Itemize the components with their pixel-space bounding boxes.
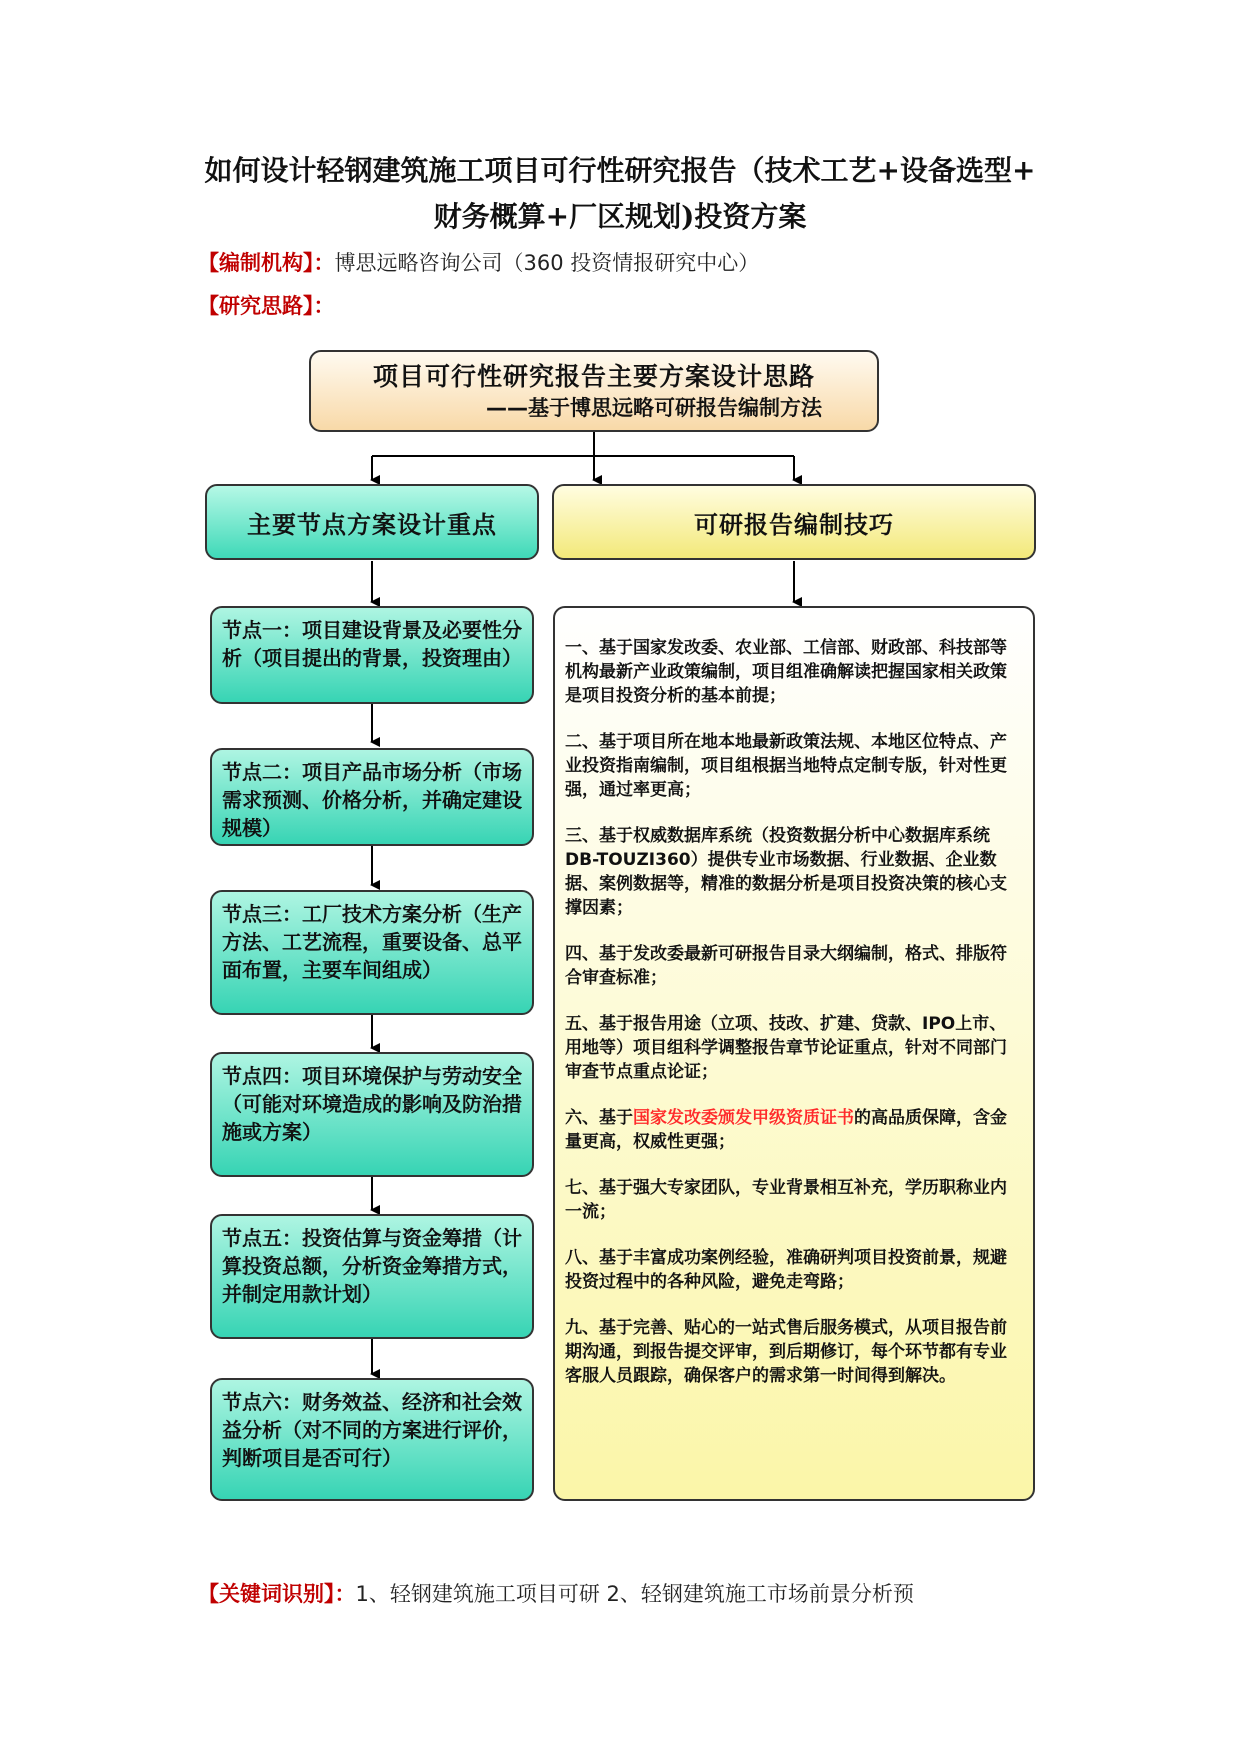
node-text: 节点三：工厂技术方案分析（生产方法、工艺流程，重要设备、总平面布置，主要车间组成） (222, 902, 522, 982)
left-header: 主要节点方案设计重点 (247, 510, 497, 539)
tip-5: 五、基于报告用途（立项、技改、扩建、贷款、IPO上市、用地等）项目组科学调整报告章节论证重点，针对不同部门审查节点重点论证； (565, 1014, 1007, 1082)
node-box-2 (210, 748, 534, 846)
tip-6-highlight: 国家发改委颁发甲级资质证书 (633, 1108, 854, 1128)
idea-label: 【研究思路】： (198, 293, 335, 318)
tip-6-post: 的高品质保障，含金量更高，权威性更强； (565, 1108, 1007, 1152)
right-header-box (552, 484, 1036, 560)
node-box-6 (210, 1378, 534, 1501)
node-box-1 (210, 606, 534, 704)
node-text: 节点二：项目产品市场分析（市场需求预测、价格分析，并确定建设规模） (222, 760, 522, 840)
idea-line (198, 290, 335, 322)
tip-6-pre: 六、基于 (565, 1108, 633, 1128)
tip-8: 八、基于丰富成功案例经验，准确研判项目投资前景，规避投资过程中的各种风险，避免走弯路； (565, 1248, 1007, 1292)
node-box-4 (210, 1052, 534, 1177)
document-title (150, 148, 1090, 240)
node-box-3 (210, 890, 534, 1015)
tip-7: 七、基于强大专家团队，专业背景相互补充，学历职称业内一流； (565, 1178, 1007, 1222)
main-title-box (309, 350, 879, 432)
tip-9: 九、基于完善、贴心的一站式售后服务模式，从项目报告前期沟通，到报告提交评审，到后期修订，每个环节都有专业客服人员跟踪，确保客户的需求第一时间得到解决。 (565, 1318, 1007, 1386)
flow-diagram (196, 332, 1040, 1507)
tip-6 (565, 1106, 1023, 1154)
tip-2: 二、基于项目所在地本地最新政策法规、本地区位特点、产业投资指南编制，项目组根据当地特点定制专版，针对性更强，通过率更高； (565, 732, 1007, 800)
left-header-box (205, 484, 539, 560)
tip-1: 一、基于国家发改委、农业部、工信部、财政部、科技部等机构最新产业政策编制，项目组准确解读把握国家相关政策是项目投资分析的基本前提； (565, 638, 1007, 706)
title-line-1: 如何设计轻钢建筑施工项目可行性研究报告（技术工艺+设备选型+ (204, 154, 1036, 187)
main-subtitle: ——基于博思远略可研报告编制方法 (486, 396, 822, 420)
node-box-5 (210, 1214, 534, 1339)
keywords-value: 1、轻钢建筑施工项目可研 2、轻钢建筑施工市场前景分析预 (355, 1582, 914, 1606)
node-text: 节点一：项目建设背景及必要性分析（项目提出的背景，投资理由） (222, 618, 522, 670)
keywords-label: 【关键词识别】： (198, 1581, 356, 1606)
right-header: 可研报告编制技巧 (694, 510, 894, 539)
keywords-line (198, 1578, 914, 1610)
node-text: 节点四：项目环境保护与劳动安全（可能对环境造成的影响及防治措施或方案） (222, 1064, 522, 1144)
title-line-2: 财务概算+厂区规划)投资方案 (433, 200, 807, 233)
tips-box (553, 606, 1035, 1501)
org-line (198, 247, 759, 279)
main-title: 项目可行性研究报告主要方案设计思路 (372, 362, 815, 391)
node-text: 节点六：财务效益、经济和社会效益分析（对不同的方案进行评价，判断项目是否可行） (222, 1390, 522, 1470)
tip-3: 三、基于权威数据库系统（投资数据分析中心数据库系统DB-TOUZI360）提供专业市场数据、行业数据、企业数据、案例数据等，精准的数据分析是项目投资决策的核心支撑因素； (565, 826, 1007, 918)
org-value: 博思远略咨询公司（360 投资情报研究中心） (334, 251, 760, 275)
node-text: 节点五：投资估算与资金筹措（计算投资总额，分析资金筹措方式，并制定用款计划） (222, 1226, 522, 1306)
tip-4: 四、基于发改委最新可研报告目录大纲编制，格式、排版符合审查标准； (565, 944, 1007, 988)
org-label: 【编制机构】： (198, 250, 335, 275)
